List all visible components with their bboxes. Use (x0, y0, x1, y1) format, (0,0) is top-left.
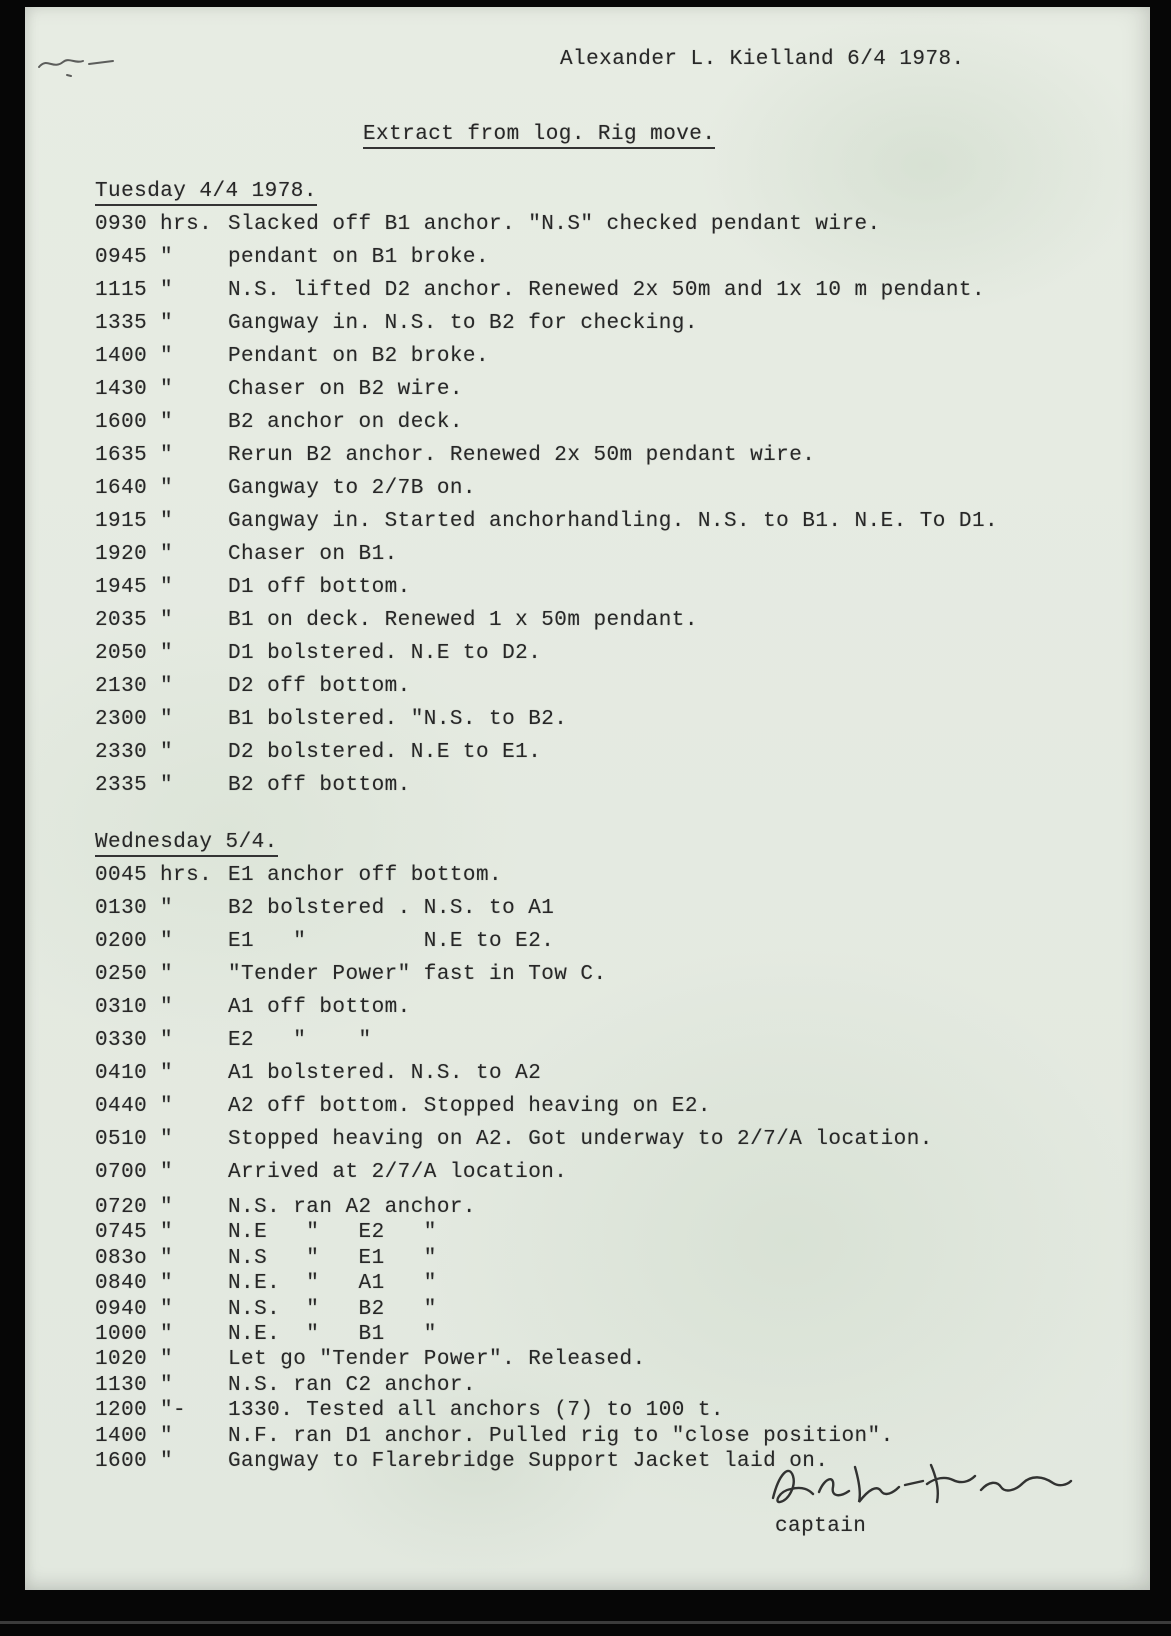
entry-time: 0945 (95, 246, 148, 269)
log-entry (95, 274, 1122, 307)
log-entry (95, 958, 1122, 991)
entry-time: 1115 (95, 279, 148, 302)
entry-ditto-mark: " (160, 510, 174, 533)
entry-text: Pendant on B2 broke. (228, 345, 490, 368)
entry-text: B2 off bottom. (228, 774, 411, 797)
entry-time: 2130 (95, 675, 148, 698)
entry-ditto-mark: " (160, 774, 174, 797)
log-entry (95, 1156, 1122, 1189)
entry-time: 0310 (95, 996, 148, 1019)
entry-time: 1400 (95, 345, 148, 368)
entry-ditto-mark: " (160, 312, 174, 335)
log-entry (95, 1297, 1122, 1322)
entry-text: A1 off bottom. (228, 996, 411, 1019)
log-entry (95, 859, 1122, 892)
section-heading (95, 826, 1122, 859)
entry-text: D2 bolstered. N.E to E1. (228, 741, 542, 764)
entry-text: D2 off bottom. (228, 675, 411, 698)
entry-time: 2330 (95, 741, 148, 764)
log-entry (95, 538, 1122, 571)
entry-text: B1 bolstered. "N.S. to B2. (228, 708, 568, 731)
entry-text: Rerun B2 anchor. Renewed 2x 50m pendant wire. (228, 444, 816, 467)
entry-ditto-mark: " (160, 246, 174, 269)
entry-time: 1600 (95, 411, 148, 434)
entry-text: 1330. Tested all anchors (7) to 100 t. (228, 1399, 724, 1423)
entry-time: 1920 (95, 543, 148, 566)
log-entry (95, 208, 1122, 241)
entry-text: N.E. " A1 " (228, 1272, 437, 1296)
entry-text: Gangway in. N.S. to B2 for checking. (228, 312, 698, 335)
entry-ditto-mark: "- (160, 1399, 187, 1423)
entry-text: N.F. ran D1 anchor. Pulled rig to "close position". (228, 1424, 894, 1448)
entry-ditto-mark: " (160, 444, 174, 467)
entry-ditto-mark: " (160, 1246, 174, 1270)
entry-ditto-mark: " (160, 1450, 174, 1474)
entry-ditto-mark: hrs. (160, 864, 213, 887)
entry-ditto-mark: " (160, 1272, 174, 1296)
log-entry (95, 472, 1122, 505)
entry-text: A1 bolstered. N.S. to A2 (228, 1062, 542, 1085)
entry-text: E2 " " (228, 1029, 372, 1052)
section-heading-text: Tuesday 4/4 1978. (95, 180, 317, 206)
entry-ditto-mark: " (160, 996, 174, 1019)
entry-ditto-mark: " (160, 1095, 174, 1118)
entry-time: 0200 (95, 930, 148, 953)
log-entry (95, 505, 1122, 538)
log-entry (95, 373, 1122, 406)
document-title (363, 118, 1122, 151)
entry-time: 2300 (95, 708, 148, 731)
log-entry (95, 703, 1122, 736)
entry-time: 0330 (95, 1029, 148, 1052)
log-entry (95, 1271, 1122, 1296)
entry-ditto-mark: " (160, 963, 174, 986)
entry-text: D1 off bottom. (228, 576, 411, 599)
log-entry (95, 1322, 1122, 1347)
entry-text: N.S. ran A2 anchor. (228, 1196, 476, 1219)
log-entry (95, 241, 1122, 274)
log-entry (95, 1449, 1122, 1474)
entry-time: 1400 (95, 1424, 148, 1448)
log-entry (95, 1057, 1122, 1090)
entry-time: 2335 (95, 774, 148, 797)
entry-text: E1 " N.E to E2. (228, 930, 555, 953)
entry-text: Chaser on B2 wire. (228, 378, 463, 401)
entry-text: Slacked off B1 anchor. "N.S" checked pendant wire. (228, 213, 881, 236)
entry-time: 1600 (95, 1450, 148, 1474)
log-entry (95, 1220, 1122, 1245)
entry-text: Chaser on B1. (228, 543, 398, 566)
entry-ditto-mark: " (160, 378, 174, 401)
entry-ditto-mark: " (160, 1128, 174, 1151)
entry-ditto-mark: " (160, 411, 174, 434)
entry-ditto-mark: " (160, 1029, 174, 1052)
document-title-text: Extract from log. Rig move. (363, 123, 715, 149)
entry-time: 0745 (95, 1221, 148, 1245)
log-entry (95, 1246, 1122, 1271)
entry-ditto-mark: " (160, 675, 174, 698)
log-entry (95, 637, 1122, 670)
entry-ditto-mark: " (160, 897, 174, 920)
paper-sheet (25, 7, 1150, 1590)
entry-text: E1 anchor off bottom. (228, 864, 503, 887)
entry-time: 0130 (95, 897, 148, 920)
log-entry (95, 1398, 1122, 1423)
entry-time: 0045 (95, 864, 148, 887)
entry-ditto-mark: " (160, 930, 174, 953)
log-entry (95, 604, 1122, 637)
entry-time: 0840 (95, 1272, 148, 1296)
log-entry (95, 892, 1122, 925)
entry-text: D1 bolstered. N.E to D2. (228, 642, 542, 665)
log-entry (95, 769, 1122, 802)
entry-time: 0930 (95, 213, 148, 236)
entry-ditto-mark: " (160, 477, 174, 500)
entry-text: A2 off bottom. Stopped heaving on E2. (228, 1095, 711, 1118)
log-entry (95, 439, 1122, 472)
entry-text: B2 anchor on deck. (228, 411, 463, 434)
entry-time: 0940 (95, 1297, 148, 1321)
scan-edge-line (0, 1621, 1171, 1624)
entry-text: Arrived at 2/7/A location. (228, 1161, 568, 1184)
entry-time: 0440 (95, 1095, 148, 1118)
entry-ditto-mark: hrs. (160, 213, 213, 236)
entry-ditto-mark: " (160, 642, 174, 665)
entry-ditto-mark: " (160, 279, 174, 302)
entry-ditto-mark: " (160, 609, 174, 632)
entry-time: 1640 (95, 477, 148, 500)
log-entry (95, 571, 1122, 604)
section-heading-text: Wednesday 5/4. (95, 831, 278, 857)
entry-ditto-mark: " (160, 1196, 174, 1219)
log-entry (95, 307, 1122, 340)
entry-text: Gangway in. Started anchorhandling. N.S. to B1. N.E. To D1. (228, 510, 999, 533)
entry-ditto-mark: " (160, 1323, 174, 1347)
handwritten-mark-icon (37, 51, 129, 83)
entry-time: 1200 (95, 1399, 148, 1423)
entry-text: Gangway to 2/7B on. (228, 477, 476, 500)
entry-time: 2050 (95, 642, 148, 665)
entry-text: Gangway to Flarebridge Support Jacket laid on. (228, 1450, 829, 1474)
document-content (25, 7, 1150, 1540)
entry-time: 1130 (95, 1373, 148, 1397)
entry-time: 1020 (95, 1348, 148, 1372)
entry-text: B1 on deck. Renewed 1 x 50m pendant. (228, 609, 698, 632)
entry-text: pendant on B1 broke. (228, 246, 490, 269)
entry-ditto-mark: " (160, 1424, 174, 1448)
entry-ditto-mark: " (160, 741, 174, 764)
document-header: Alexander L. Kielland 6/4 1978. (560, 48, 965, 71)
entry-ditto-mark: " (160, 1062, 174, 1085)
entry-text: N.E " E2 " (228, 1221, 437, 1245)
entry-time: 0720 (95, 1196, 148, 1219)
entry-ditto-mark: " (160, 543, 174, 566)
entry-ditto-mark: " (160, 576, 174, 599)
log-entry (95, 340, 1122, 373)
log-entry (95, 991, 1122, 1024)
entry-time: 2035 (95, 609, 148, 632)
log-entry (95, 925, 1122, 958)
entry-ditto-mark: " (160, 1373, 174, 1397)
entry-ditto-mark: " (160, 1161, 174, 1184)
entry-ditto-mark: " (160, 345, 174, 368)
log-entry (95, 670, 1122, 703)
entry-time: 0250 (95, 963, 148, 986)
entry-time: 1335 (95, 312, 148, 335)
entry-time: 1915 (95, 510, 148, 533)
section-heading (95, 175, 1122, 208)
entry-time: 1000 (95, 1323, 148, 1347)
entry-time: 1430 (95, 378, 148, 401)
entry-time: 0410 (95, 1062, 148, 1085)
log-entry (95, 1024, 1122, 1057)
entry-time: 1945 (95, 576, 148, 599)
entry-text: Stopped heaving on A2. Got underway to 2/7/A location. (228, 1128, 933, 1151)
entry-text: N.S. " B2 " (228, 1297, 437, 1321)
entry-time: 0510 (95, 1128, 148, 1151)
entry-text: N.S. lifted D2 anchor. Renewed 2x 50m and 1x 10 m pendant. (228, 279, 986, 302)
log-entry (95, 736, 1122, 769)
entry-time: 0700 (95, 1161, 148, 1184)
entry-text: Let go "Tender Power". Released. (228, 1348, 646, 1372)
entry-ditto-mark: " (160, 708, 174, 731)
entry-text: "Tender Power" fast in Tow C. (228, 963, 607, 986)
entry-text: N.E. " B1 " (228, 1323, 437, 1347)
log-entry (95, 406, 1122, 439)
log-entry (95, 1090, 1122, 1123)
entry-ditto-mark: " (160, 1297, 174, 1321)
entry-text: B2 bolstered . N.S. to A1 (228, 897, 555, 920)
entry-time: 1635 (95, 444, 148, 467)
log-entry (95, 1123, 1122, 1156)
log-sections (95, 175, 1122, 1474)
entry-ditto-mark: " (160, 1348, 174, 1372)
entry-text: N.S " E1 " (228, 1246, 437, 1270)
log-entry (95, 1347, 1122, 1372)
signature-label: captain (775, 1515, 867, 1539)
entry-text: N.S. ran C2 anchor. (228, 1373, 476, 1397)
entry-ditto-mark: " (160, 1221, 174, 1245)
log-entry (95, 1424, 1122, 1449)
log-entry (95, 1373, 1122, 1398)
entry-time: 083o (95, 1246, 148, 1270)
log-entry (95, 1195, 1122, 1220)
